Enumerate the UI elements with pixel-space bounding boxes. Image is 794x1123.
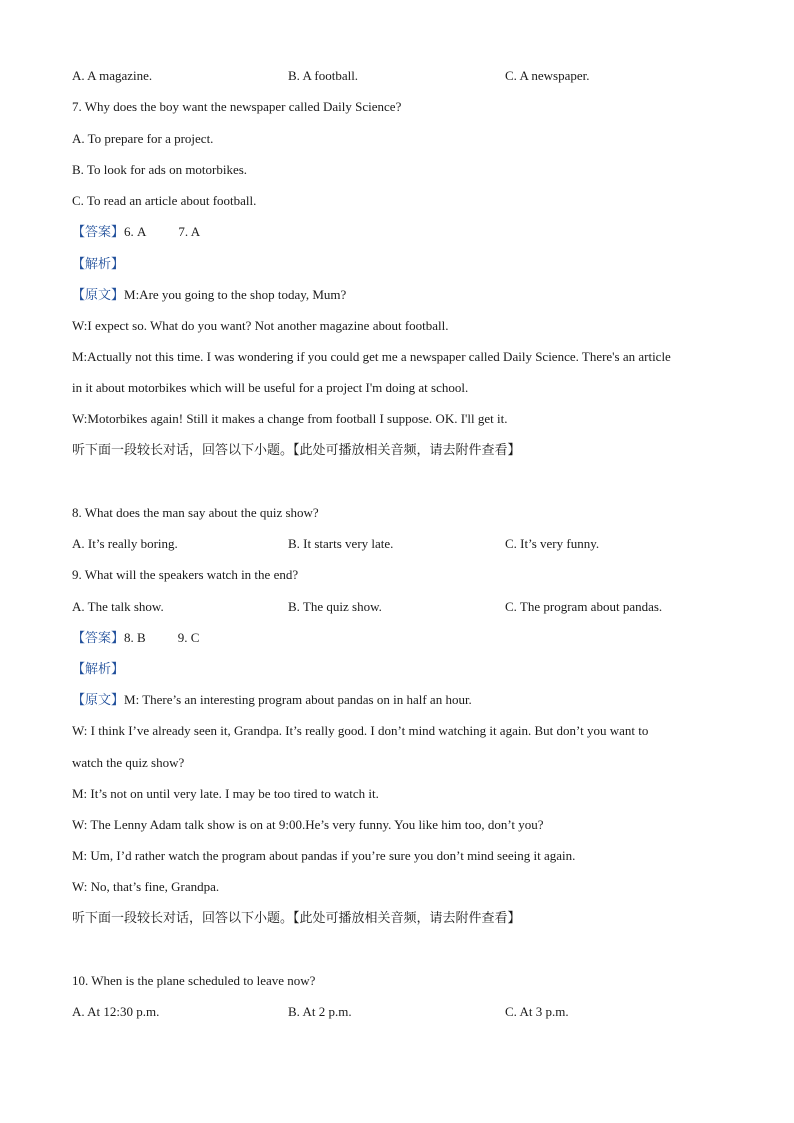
- transcript-text: M: There’s an interesting program about pandas on in half an hour.: [124, 692, 472, 707]
- answer-tag: 【答案】: [72, 631, 125, 646]
- q8-question: 8. What does the man say about the quiz show?: [72, 505, 319, 520]
- q7-option-a: A. To prepare for a project.: [72, 131, 214, 146]
- answer-9: 9. C: [177, 630, 200, 645]
- listening-instruction-1: 听下面一段较长对话，回答以下小题。【此处可播放相关音频，请去附件查看】: [72, 443, 521, 458]
- q8-option-c: C. It’s very funny.: [505, 536, 600, 551]
- q10-question: 10. When is the plane scheduled to leave now?: [72, 973, 316, 988]
- q10-option-a: A. At 12:30 p.m.: [72, 1004, 160, 1019]
- q6-option-c: C. A newspaper.: [505, 68, 590, 83]
- transcript-1-line-2: W:I expect so. What do you want? Not another magazine about football.: [72, 318, 449, 333]
- analysis-heading-2: [72, 661, 124, 678]
- transcript-1-line-4: in it about motorbikes which will be useful for a project I'm doing at school.: [72, 380, 469, 395]
- q9-option-b: B. The quiz show.: [288, 599, 382, 614]
- transcript-2-line-2: W: I think I’ve already seen it, Grandpa. It’s really good. I don’t mind watching it again. But don’t you want to: [72, 723, 649, 738]
- transcript-2-line-1: [72, 692, 472, 709]
- analysis-tag: 【解析】: [72, 662, 125, 677]
- q7-option-b: B. To look for ads on motorbikes.: [72, 162, 248, 177]
- q6-option-b: B. A football.: [288, 68, 359, 83]
- q10-option-c: C. At 3 p.m.: [505, 1004, 569, 1019]
- original-tag: 【原文】: [72, 693, 125, 708]
- transcript-2-line-6: M: Um, I’d rather watch the program about pandas if you’re sure you don’t mind seeing it again.: [72, 848, 576, 863]
- q9-option-a: A. The talk show.: [72, 599, 164, 614]
- q9-question: 9. What will the speakers watch in the end?: [72, 567, 299, 582]
- q7-question: 7. Why does the boy want the newspaper called Daily Science?: [72, 99, 402, 114]
- transcript-2-line-4: M: It’s not on until very late. I may be too tired to watch it.: [72, 786, 379, 801]
- transcript-2-line-5: W: The Lenny Adam talk show is on at 9:00.He’s very funny. You like him too, don’t you?: [72, 817, 544, 832]
- q8-option-b: B. It starts very late.: [288, 536, 394, 551]
- transcript-1-line-3: M:Actually not this time. I was wondering if you could get me a newspaper called Daily Science. There's an article: [72, 349, 671, 364]
- transcript-2-line-7: W: No, that’s fine, Grandpa.: [72, 879, 220, 894]
- q10-option-b: B. At 2 p.m.: [288, 1004, 352, 1019]
- answer-8: 8. B: [124, 630, 146, 645]
- answer-7: 7. A: [178, 224, 201, 239]
- transcript-text: M:Are you going to the shop today, Mum?: [124, 287, 347, 302]
- answer-line-2: [72, 630, 199, 647]
- q7-option-c: C. To read an article about football.: [72, 193, 257, 208]
- transcript-1-line-5: W:Motorbikes again! Still it makes a change from football I suppose. OK. I'll get it.: [72, 411, 508, 426]
- answer-tag: 【答案】: [72, 225, 125, 240]
- q9-option-c: C. The program about pandas.: [505, 599, 663, 614]
- answer-line-1: [72, 224, 200, 241]
- analysis-heading-1: [72, 256, 124, 273]
- transcript-1-line-1: [72, 287, 346, 304]
- analysis-tag: 【解析】: [72, 257, 125, 272]
- q8-option-a: A. It’s really boring.: [72, 536, 178, 551]
- q6-option-a: A. A magazine.: [72, 68, 153, 83]
- original-tag: 【原文】: [72, 288, 125, 303]
- transcript-2-line-3: watch the quiz show?: [72, 755, 185, 770]
- listening-instruction-2: 听下面一段较长对话，回答以下小题。【此处可播放相关音频，请去附件查看】: [72, 911, 521, 926]
- answer-6: 6. A: [124, 224, 147, 239]
